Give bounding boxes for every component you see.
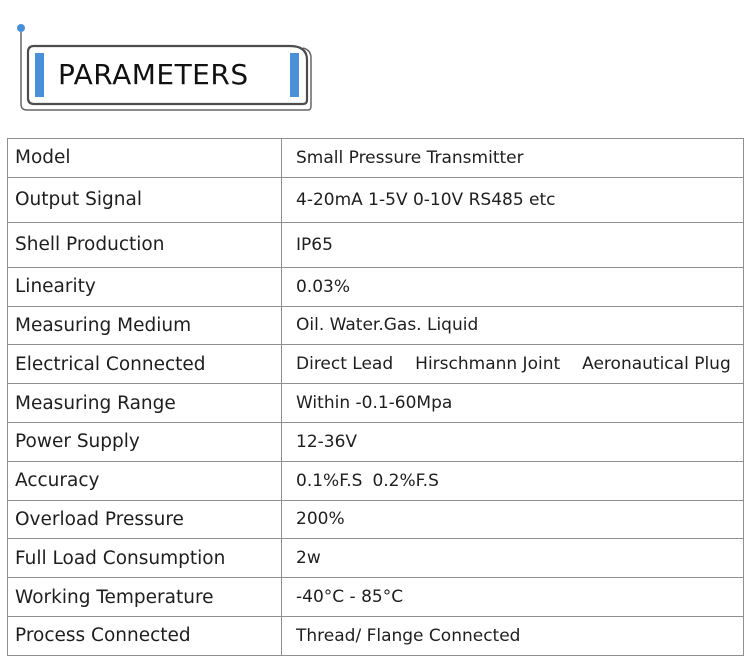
table-row: [8, 422, 744, 461]
param-label: Output Signal: [8, 177, 282, 222]
param-value-part: Hirschmann Joint: [415, 354, 561, 375]
table-row: [8, 345, 744, 384]
param-label: Accuracy: [8, 461, 282, 500]
param-value: 2w: [282, 539, 744, 578]
param-value: Oil. Water.Gas. Liquid: [282, 306, 744, 345]
param-label: Model: [8, 139, 282, 178]
table-row: [8, 267, 744, 306]
param-label: Process Connected: [8, 616, 282, 655]
table-row: [8, 539, 744, 578]
table-row: [8, 139, 744, 178]
param-value: -40°C - 85°C: [282, 578, 744, 617]
param-value: [282, 461, 744, 500]
table-row: [8, 306, 744, 345]
param-label: Overload Pressure: [8, 500, 282, 539]
table-row: [8, 384, 744, 423]
param-label: Measuring Medium: [8, 306, 282, 345]
param-value: 0.03%: [282, 267, 744, 306]
param-label: Full Load Consumption: [8, 539, 282, 578]
param-label: Linearity: [8, 267, 282, 306]
badge-left-accent: [35, 53, 44, 97]
param-label: Working Temperature: [8, 578, 282, 617]
param-value-part: Direct Lead: [296, 354, 394, 375]
param-value-part: 0.2%F.S: [372, 470, 439, 491]
param-value: [282, 345, 744, 384]
param-value: 4-20mA 1-5V 0-10V RS485 etc: [282, 177, 744, 222]
table-row: [8, 578, 744, 617]
table-row: [8, 461, 744, 500]
param-label: Electrical Connected: [8, 345, 282, 384]
table-row: [8, 616, 744, 655]
table-row: [8, 222, 744, 267]
badge-right-accent: [290, 53, 299, 97]
param-value: 200%: [282, 500, 744, 539]
param-value-part: Aeronautical Plug: [582, 354, 731, 375]
param-value: IP65: [282, 222, 744, 267]
parameters-table: [7, 138, 744, 656]
param-label: Power Supply: [8, 422, 282, 461]
param-label: Measuring Range: [8, 384, 282, 423]
param-value-part: 0.1%F.S: [296, 470, 363, 491]
parameters-badge: [14, 20, 314, 112]
table-row: [8, 177, 744, 222]
param-value: Small Pressure Transmitter: [282, 139, 744, 178]
param-value: 12-36V: [282, 422, 744, 461]
table-row: [8, 500, 744, 539]
param-label: Shell Production: [8, 222, 282, 267]
param-value: Within -0.1-60Mpa: [282, 384, 744, 423]
page-title: PARAMETERS: [58, 58, 249, 91]
param-value: Thread/ Flange Connected: [282, 616, 744, 655]
badge-dot: [17, 24, 25, 32]
